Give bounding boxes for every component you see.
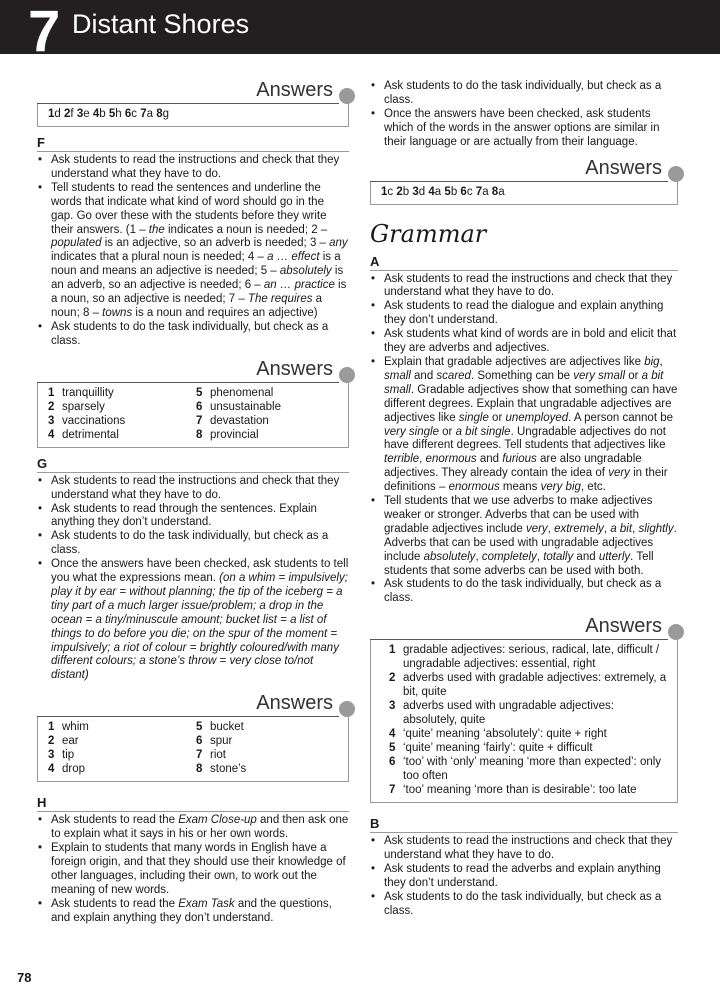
answers-box-h: [370, 181, 678, 205]
answers-label: Answers: [585, 615, 662, 638]
answer-item: [48, 414, 190, 428]
answer-item: [476, 186, 489, 198]
answer-item: [48, 762, 190, 776]
section-letter-a: A: [370, 255, 678, 271]
answer-item: [389, 783, 667, 797]
answer-number: 3: [48, 414, 55, 427]
list-item: • Ask students to read the instructions and check that they understand what they have to do.: [384, 273, 678, 301]
answer-item: [381, 186, 393, 198]
answers-heading: [37, 693, 349, 715]
section-letter-f: F: [37, 136, 349, 152]
answer-number: 6: [389, 756, 396, 769]
answer-number: 4: [389, 728, 396, 741]
answer-number: 5: [108, 108, 116, 120]
list-item: • Ask students to do the task individually, but check as a class.: [384, 578, 678, 606]
answer-item: [77, 108, 90, 120]
list-item: • Ask students to read the instructions and check that they understand what they have to do.: [51, 154, 349, 182]
answer-value: e: [83, 108, 90, 120]
answer-number: 8: [156, 108, 163, 120]
answer-number: 5: [196, 386, 203, 399]
answer-item: [196, 428, 338, 442]
answer-number: 1: [48, 721, 55, 734]
list-item: • Ask students to do the task individually, but check as a class.: [51, 530, 349, 558]
answer-value: a: [434, 185, 442, 198]
answer-number: 2: [64, 108, 71, 120]
answer-number: 1: [389, 644, 396, 657]
answer-number: 8: [196, 428, 203, 441]
answers-heading: [370, 158, 678, 180]
answer-value: d: [54, 108, 61, 120]
list-item: • Explain that gradable adjectives are adjectives like big, small and scared. Something can be very small or a bit small. Gradable adjectives show that something can have different degrees. Explain that ungradable adjectives are adjectives like single or unemployed. A person cannot be very single or a bit single. Ungradable adjectives do not have different degrees. Tell students that adjectives like terrible, enormous and furious are also ungradable adjectives. They already contain the idea of very in their definitions – enormous means very big, etc.: [384, 356, 678, 495]
list-item: • Ask students to do the task individually, but check as a class.: [51, 321, 349, 349]
bullet-list-f: [37, 154, 349, 349]
answers-dot-icon: [668, 624, 684, 640]
answer-item: [412, 186, 425, 198]
answer-item: [48, 386, 190, 400]
answer-value: vaccinations: [62, 414, 126, 427]
section-letter-g: G: [37, 457, 349, 473]
right-column: [370, 80, 678, 919]
answer-value: tranquillity: [62, 386, 114, 399]
answer-number: 3: [412, 185, 419, 198]
answers-heading: [370, 616, 678, 638]
answer-value: drop: [62, 763, 86, 776]
answer-value: h: [115, 108, 122, 120]
list-item: • Ask students to read the Exam Close-up and then ask one to explain what it says in his or her own words.: [51, 814, 349, 842]
list-item: • Ask students to read the instructions and check that they understand what they have to do.: [384, 835, 678, 863]
answer-item: [48, 428, 190, 442]
answer-number: 6: [124, 108, 132, 120]
answer-number: 2: [48, 400, 55, 413]
answer-value: g: [162, 108, 170, 120]
list-item: • Explain to students that many words in English have a foreign origin, and that they should use their knowledge of other languages, including their own, to work out the meaning of new words.: [51, 842, 349, 898]
answer-value: ‘quite’ meaning ‘fairly’: quite + difficult: [403, 742, 593, 755]
answers-box-e: [37, 103, 349, 127]
answers-dot-icon: [668, 166, 684, 182]
answer-item: [396, 186, 409, 198]
answer-value: stone’s: [210, 763, 247, 776]
answer-number: 4: [48, 763, 55, 776]
left-column: [37, 80, 349, 926]
answers-label: Answers: [585, 156, 662, 179]
answer-value: ‘quite’ meaning ‘absolutely’: quite + right: [403, 728, 607, 741]
answer-value: detrimental: [62, 428, 119, 441]
bullet-list-h-cont: [370, 80, 678, 150]
answer-value: ‘too’ with ‘only’ meaning ‘more than expected’: only too often: [403, 756, 662, 783]
answer-number: 7: [196, 749, 203, 762]
list-item: • Ask students to read the dialogue and explain anything they don’t understand.: [384, 300, 678, 328]
answers-label: Answers: [256, 79, 333, 101]
list-item: • Ask students to read the instructions and check that they understand what they have to do.: [51, 475, 349, 503]
answer-number: 1: [381, 185, 388, 198]
section-letter-b: B: [370, 817, 678, 833]
answer-number: 7: [196, 414, 203, 427]
answer-value: unsustainable: [210, 400, 281, 413]
list-item: • Ask students what kind of words are in bold and elicit that they are adverbs and adjectives.: [384, 328, 678, 356]
answer-number: 8: [491, 185, 499, 198]
answer-number: 1: [48, 108, 55, 120]
answer-item: [389, 741, 667, 755]
answer-number: 7: [140, 108, 147, 120]
answer-number: 6: [460, 185, 467, 198]
answer-item: [389, 727, 667, 741]
answer-item: [109, 108, 122, 120]
answer-item: [196, 414, 338, 428]
answer-item: [492, 186, 505, 198]
answer-value: f: [70, 108, 74, 120]
answer-item: [125, 108, 137, 120]
answer-value: gradable adjectives: serious, radical, late, difficult / ungradable adjectives: essential, right: [403, 644, 660, 671]
answer-value: c: [387, 185, 394, 198]
answer-value: b: [402, 185, 410, 198]
answers-dot-icon: [339, 88, 355, 104]
unit-number: 7: [28, 0, 61, 64]
unit-header: [0, 0, 720, 64]
answer-number: 7: [389, 784, 396, 797]
answer-value: a: [498, 185, 505, 198]
answer-value: phenomenal: [210, 386, 274, 399]
answer-item: [196, 400, 338, 414]
answer-number: 7: [475, 185, 483, 198]
answer-value: provincial: [210, 428, 259, 441]
answers-label: Answers: [256, 692, 333, 715]
answer-number: 5: [389, 742, 396, 755]
answer-number: 4: [92, 108, 100, 120]
list-item: • Tell students to read the sentences and underline the words that indicate what kind of word should go in the gap. Go over these with the students before they write their answers. (1 – the indicates a noun is needed; 2 – populated is an adjective, so an adverb is needed; 3 – any indicates that a plural noun is needed; 4 – a … effect is a noun and means an adjective is needed; 5 – absolutely is an adverb, so an adjective is needed; 6 – an … practice is a noun, so an adjective is needed; 7 – The requires a noun; 8 – towns is a noun and requires an adjective): [51, 182, 349, 321]
answer-number: 6: [196, 400, 203, 413]
answer-number: 2: [396, 185, 403, 198]
grammar-heading: Grammar: [370, 219, 487, 248]
answers-label: Answers: [256, 357, 333, 380]
answer-item: [196, 762, 338, 776]
answer-value: c: [131, 108, 138, 120]
answer-number: 3: [48, 749, 55, 762]
answer-value: adverbs used with ungradable adjectives: absolutely, quite: [403, 700, 614, 727]
answer-number: 5: [444, 185, 451, 198]
answer-value: tip: [62, 749, 75, 762]
answer-value: whim: [62, 721, 89, 734]
answer-value: a: [482, 185, 489, 198]
answer-item: [48, 720, 190, 734]
list-item: • Ask students to do the task individually, but check as a class.: [384, 80, 678, 108]
list-item: • Once the answers have been checked, ask students to tell you what the expressions mean. (on a whim = impulsively; play it by ear = without planning; the tip of the iceberg = a tiny part of a much larger issue/problem; a drop in the ocean = a tiny/minuscule amount; bucket list = a list of things to do before you die; on the spur of the moment = impulsively; a riot of colour = brightly coloured/with many different colours; a stone’s throw = very close to/not distant): [51, 558, 349, 683]
list-item: • Ask students to read through the sentences. Explain anything they don’t understand.: [51, 503, 349, 531]
answer-item: [460, 186, 472, 198]
list-item: • Ask students to do the task individually, but check as a class.: [384, 891, 678, 919]
answer-item: [48, 400, 190, 414]
answer-number: 3: [76, 108, 84, 120]
answer-value: riot: [210, 749, 226, 762]
bullet-list-h: [37, 814, 349, 925]
answer-item: [389, 671, 667, 699]
page-number: 78: [17, 970, 32, 985]
answer-value: a: [146, 108, 154, 120]
answer-value: ear: [62, 735, 79, 748]
answer-value: devastation: [210, 414, 269, 427]
answer-value: b: [99, 108, 106, 120]
answer-item: [444, 186, 457, 198]
answer-item: [156, 108, 169, 120]
answer-number: 5: [196, 721, 203, 734]
answer-value: c: [466, 185, 473, 198]
answer-item: [48, 734, 190, 748]
bullet-list-a: [370, 273, 678, 607]
answer-item: [48, 108, 61, 120]
answer-number: 4: [428, 185, 435, 198]
unit-title: Distant Shores: [72, 9, 250, 39]
list-item: • Once the answers have been checked, ask students which of the words in the answer options are similar in their language or are actually from their language.: [384, 108, 678, 150]
answer-item: [140, 108, 153, 120]
list-item: • Ask students to read the adverbs and explain anything they don’t understand.: [384, 863, 678, 891]
answer-item: [196, 386, 338, 400]
answer-value: b: [450, 185, 458, 198]
answers-dot-icon: [339, 701, 355, 717]
answers-box-a: [370, 639, 678, 803]
answer-item: [64, 108, 74, 120]
answers-heading: [37, 359, 349, 381]
numbered-answer-list: [389, 643, 667, 797]
answer-number: 3: [389, 700, 396, 713]
answer-value: adverbs used with gradable adjectives: extremely, a bit, quite: [403, 672, 667, 699]
list-item: • Tell students that we use adverbs to make adjectives weaker or stronger. Adverbs that can be used with gradable adjectives include very, extremely, a bit, slightly. Adverbs that can be used with ungradable adjectives include absolutely, completely, totally and utterly. Tell students that some adverbs can be used with both.: [384, 495, 678, 578]
answer-value: spur: [210, 735, 233, 748]
list-item: • Ask students to read the Exam Task and the questions, and explain anything they don’t understand.: [51, 898, 349, 926]
answer-number: 4: [48, 428, 55, 441]
answer-item: [196, 748, 338, 762]
answer-value: d: [418, 185, 426, 198]
answer-item: [93, 108, 106, 120]
answers-dot-icon: [339, 367, 355, 383]
answer-value: bucket: [210, 721, 244, 734]
answer-value: ‘too’ meaning ‘more than is desirable’: too late: [403, 784, 637, 797]
answer-number: 1: [48, 386, 55, 399]
section-letter-h: H: [37, 796, 349, 812]
answer-item: [389, 699, 667, 727]
answer-number: 2: [48, 735, 55, 748]
answers-box-g: [37, 716, 349, 782]
answers-heading: [37, 80, 349, 102]
answer-item: [428, 186, 441, 198]
bullet-list-g: [37, 475, 349, 684]
answers-box-f: [37, 382, 349, 448]
answer-value: sparsely: [62, 400, 105, 413]
answer-item: [389, 643, 667, 671]
answer-item: [196, 734, 338, 748]
answer-item: [389, 755, 667, 783]
answer-number: 6: [196, 735, 203, 748]
bullet-list-b: [370, 835, 678, 918]
answer-number: 8: [196, 763, 203, 776]
answer-item: [48, 748, 190, 762]
answer-item: [196, 720, 338, 734]
answer-number: 2: [389, 672, 396, 685]
